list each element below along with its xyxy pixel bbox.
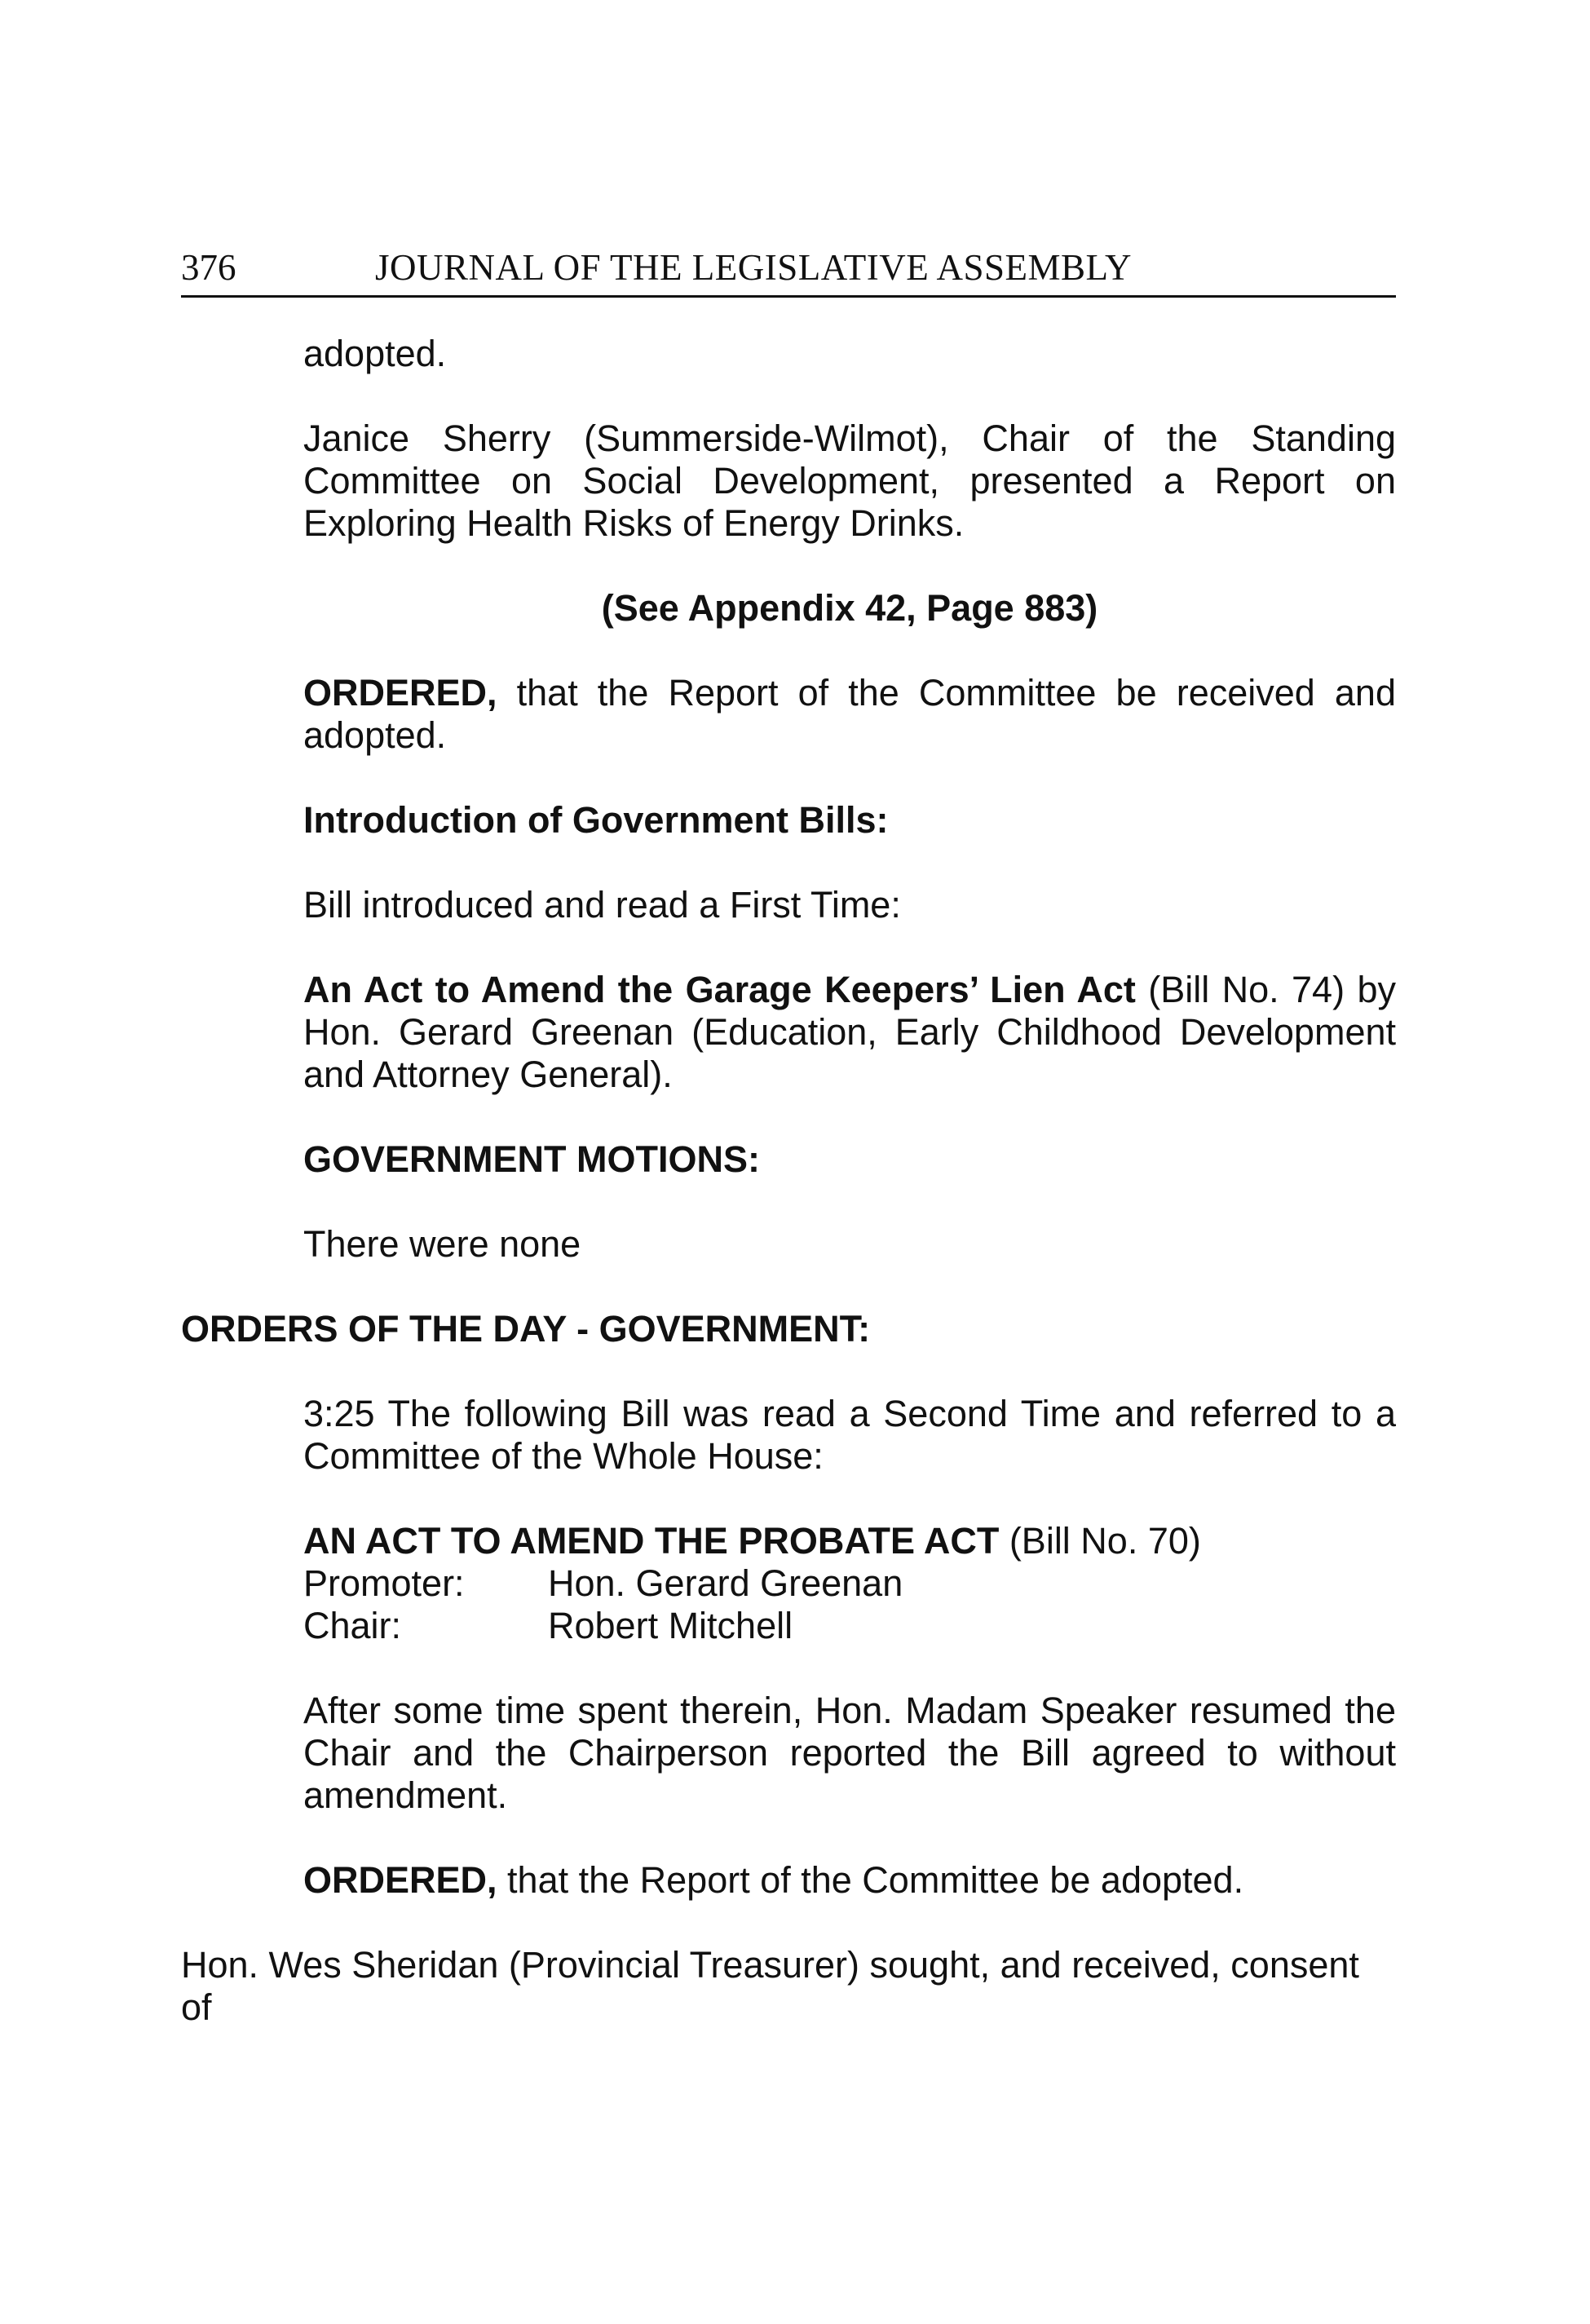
section-heading-government-motions: GOVERNMENT MOTIONS: <box>303 1138 760 1180</box>
paragraph-treasurer: Hon. Wes Sheridan (Provincial Treasurer) sought, and received, consent of <box>181 1944 1359 2028</box>
chair-label: Chair: <box>303 1605 402 1646</box>
promoter-row <box>303 1562 1396 1605</box>
chair-row <box>303 1605 1396 1647</box>
section-heading-orders-of-the-day: ORDERS OF THE DAY - GOVERNMENT: <box>181 1308 871 1350</box>
bill-70-heading <box>303 1520 1396 1562</box>
bill-70-number: (Bill No. 70) <box>999 1520 1201 1562</box>
bill-70-block <box>303 1520 1396 1647</box>
ordered-label: ORDERED, <box>303 672 497 714</box>
promoter-label: Promoter: <box>303 1562 465 1604</box>
paragraph-first-time: Bill introduced and read a First Time: <box>303 884 901 926</box>
ordered-label-2: ORDERED, <box>303 1859 497 1901</box>
ordered-text-2: that the Report of the Committee be adopted. <box>497 1859 1244 1901</box>
page-header <box>181 245 1396 298</box>
ordered-text: that the Report of the Committee be received and adopted. <box>303 672 1396 756</box>
paragraph-ordered-received <box>303 672 1396 757</box>
paragraph-second-time: 3:25 The following Bill was read a Second Time and referred to a Committee of the Whole House: <box>303 1393 1396 1477</box>
paragraph-committee-report: Janice Sherry (Summerside-Wilmot), Chair of the Standing Committee on Social Development, presented a Report on Exploring Health Risks of Energy Drinks. <box>303 418 1396 544</box>
paragraph-ordered-adopted <box>303 1859 1396 1902</box>
chair-value: Robert Mitchell <box>548 1605 793 1646</box>
bill-74-details: (Bill No. 74) by Hon. Gerard Greenan (Education, Early Childhood Development and Attorney General). <box>303 969 1396 1095</box>
paragraph-speaker-resumed: After some time spent therein, Hon. Madam Speaker resumed the Chair and the Chairperson reported the Bill agreed to without amendment. <box>303 1690 1396 1816</box>
section-heading-government-bills: Introduction of Government Bills: <box>303 799 889 841</box>
page-number: 376 <box>181 247 236 288</box>
bill-74-title: An Act to Amend the Garage Keepers’ Lien Act <box>303 969 1136 1010</box>
bill-70-title: AN ACT TO AMEND THE PROBATE ACT <box>303 1520 1000 1562</box>
running-title: JOURNAL OF THE LEGISLATIVE ASSEMBLY <box>375 247 1133 288</box>
paragraph-none: There were none <box>303 1223 581 1265</box>
promoter-value: Hon. Gerard Greenan <box>548 1562 903 1604</box>
paragraph-adopted: adopted. <box>303 333 447 374</box>
appendix-reference: (See Appendix 42, Page 883) <box>601 587 1098 629</box>
paragraph-bill-74 <box>303 969 1396 1096</box>
